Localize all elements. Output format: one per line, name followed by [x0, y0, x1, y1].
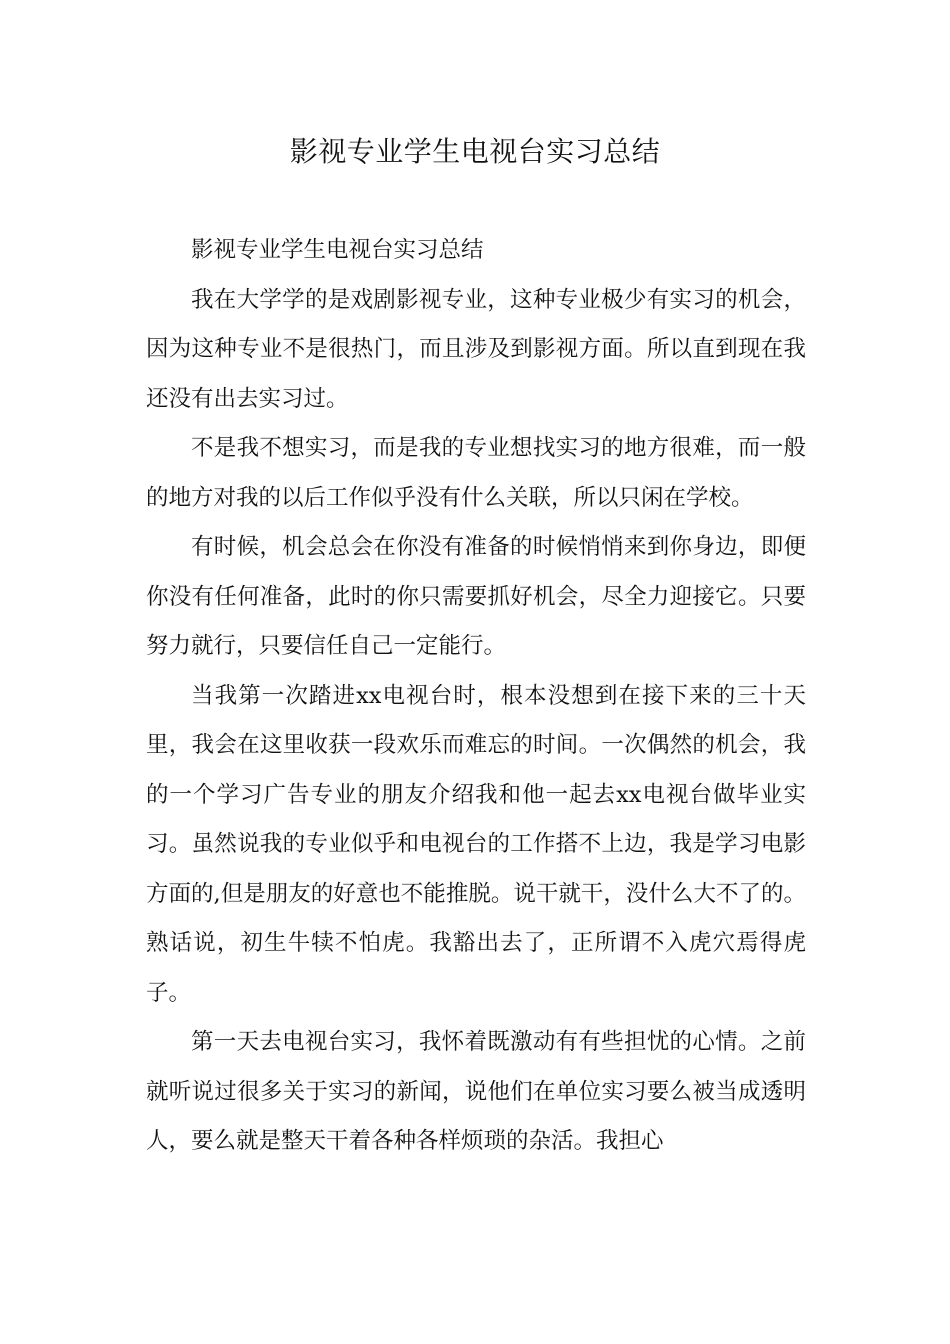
paragraph: 当我第一次踏进xx电视台时，根本没想到在接下来的三十天里，我会在这里收获一段欢乐而难忘的时间。一次偶然的机会，我的一个学习广告专业的朋友介绍我和他一起去xx电视台做毕业实习。虽然说我的专业似乎和电视台的工作搭不上边，我是学习电影方面的,但是朋友的好意也不能推脱。说干就干，没什么大不了的。熟话说，初生牛犊不怕虎。我豁出去了，正所谓不入虎穴焉得虎子。	[146, 682, 806, 1006]
paragraph: 第一天去电视台实习，我怀着既激动有有些担忧的心情。之前就听说过很多关于实习的新闻，说他们在单位实习要么被当成透明人，要么就是整天干着各种各样烦琐的杂活。我担心	[146, 1029, 806, 1154]
paragraph: 有时候，机会总会在你没有准备的时候悄悄来到你身边，即便你没有任何准备，此时的你只需要抓好机会，尽全力迎接它。只要努力就行，只要信任自己一定能行。	[146, 534, 806, 659]
paragraph: 我在大学学的是戏剧影视专业，这种专业极少有实习的机会，因为这种专业不是很热门，而且涉及到影视方面。所以直到现在我还没有出去实习过。	[146, 286, 806, 412]
paragraph-subtitle: 影视专业学生电视台实习总结	[191, 237, 484, 263]
document-title: 影视专业学生电视台实习总结	[289, 135, 661, 168]
paragraph: 不是我不想实习，而是我的专业想找实习的地方很难，而一般的地方对我的以后工作似乎没有什么关联，所以只闲在学校。	[146, 435, 806, 511]
document-body	[146, 226, 806, 1167]
